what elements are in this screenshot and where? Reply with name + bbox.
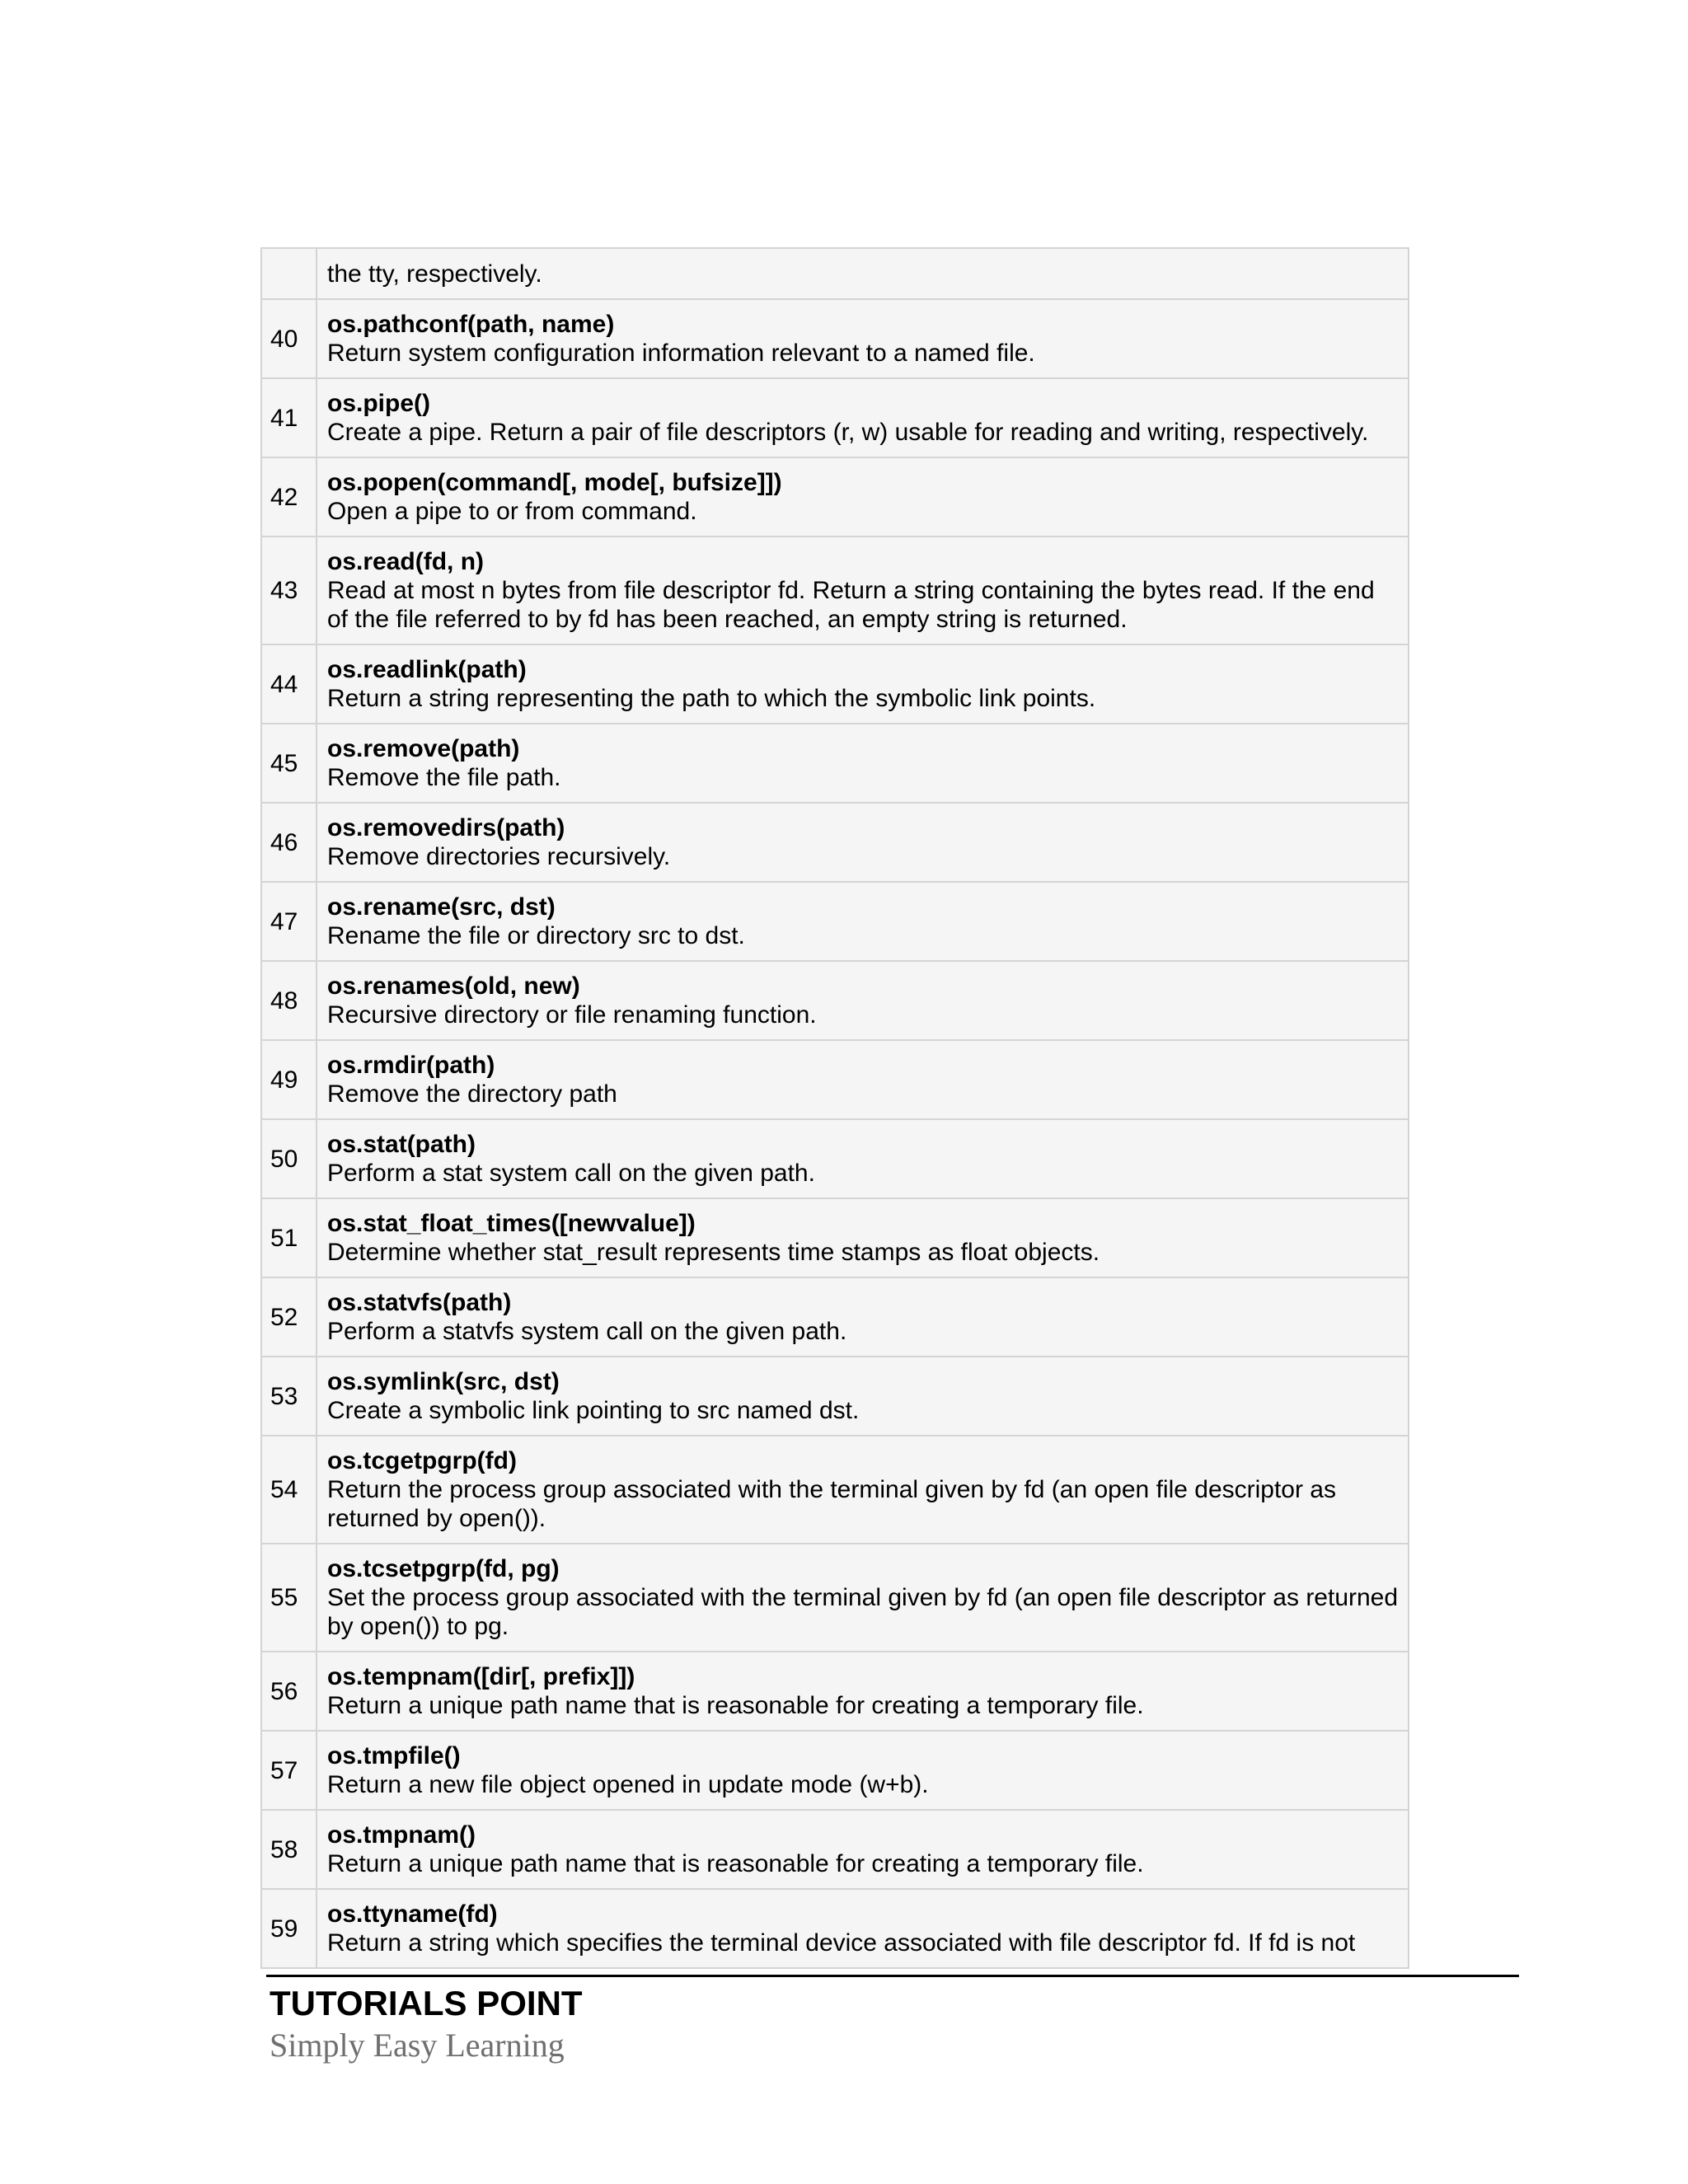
row-description-cell: [316, 1040, 1409, 1119]
method-description: Perform a statvfs system call on the given path.: [327, 1318, 847, 1345]
method-signature: os.statvfs(path): [327, 1289, 512, 1316]
row-description-cell: [316, 1889, 1409, 1968]
method-description: Rename the file or directory src to dst.: [327, 922, 745, 949]
row-description-cell: [316, 803, 1409, 882]
table-row: [261, 1436, 1409, 1544]
row-description-cell: [316, 457, 1409, 537]
method-description: Perform a stat system call on the given path.: [327, 1160, 815, 1187]
row-description-cell: [316, 1119, 1409, 1198]
method-description: Return system configuration information relevant to a named file.: [327, 340, 1035, 367]
method-signature: os.remove(path): [327, 735, 520, 762]
table-row: [261, 1731, 1409, 1810]
table-row: [261, 644, 1409, 724]
method-description: Read at most n bytes from file descriptor fd. Return a string containing the bytes read. If the end of the file referred to by fd has been reached, an empty string is returned.: [327, 577, 1375, 633]
row-description-cell: [316, 644, 1409, 724]
table-row: [261, 378, 1409, 457]
table-row: [261, 1810, 1409, 1889]
method-signature: os.rmdir(path): [327, 1052, 495, 1079]
row-number: 40: [261, 299, 316, 378]
os-methods-table: [260, 247, 1409, 1969]
row-description-cell: [316, 1436, 1409, 1544]
method-signature: os.stat(path): [327, 1131, 476, 1158]
row-number: 56: [261, 1652, 316, 1731]
method-signature: os.read(fd, n): [327, 548, 485, 575]
row-description-cell: [316, 248, 1409, 299]
method-description: Create a symbolic link pointing to src named dst.: [327, 1397, 860, 1424]
row-number: 51: [261, 1198, 316, 1277]
method-signature: os.removedirs(path): [327, 814, 565, 841]
row-number: 48: [261, 961, 316, 1040]
table-row: [261, 1040, 1409, 1119]
row-description-cell: [316, 882, 1409, 961]
table-row: [261, 1652, 1409, 1731]
method-description: Return the process group associated with the terminal given by fd (an open file descriptor as returned by open()).: [327, 1476, 1336, 1532]
table-row: [261, 1544, 1409, 1652]
row-description-cell: [316, 1277, 1409, 1357]
table-row: [261, 961, 1409, 1040]
table-row: [261, 803, 1409, 882]
method-signature: os.tempnam([dir[, prefix]]): [327, 1663, 635, 1690]
row-number: 49: [261, 1040, 316, 1119]
table-row: [261, 1198, 1409, 1277]
row-number: 41: [261, 378, 316, 457]
table-row: [261, 1357, 1409, 1436]
footer-divider: [266, 1975, 1519, 1977]
row-description-cell: [316, 378, 1409, 457]
method-signature: os.rename(src, dst): [327, 893, 556, 921]
method-description: Open a pipe to or from command.: [327, 498, 697, 525]
row-number: 54: [261, 1436, 316, 1544]
table-row-continuation: [261, 248, 1409, 299]
method-description: Determine whether stat_result represents time stamps as float objects.: [327, 1239, 1100, 1266]
method-description: Remove the file path.: [327, 764, 561, 791]
method-signature: os.tcgetpgrp(fd): [327, 1447, 517, 1474]
row-description-cell: [316, 537, 1409, 644]
row-number: 44: [261, 644, 316, 724]
table-row: [261, 457, 1409, 537]
table-row: [261, 1889, 1409, 1968]
footer-brand: TUTORIALS POINT: [270, 1984, 583, 2022]
method-signature: os.ttyname(fd): [327, 1900, 498, 1928]
method-description: Return a unique path name that is reasonable for creating a temporary file.: [327, 1692, 1144, 1719]
table-row: [261, 537, 1409, 644]
row-number: 57: [261, 1731, 316, 1810]
row-number: 59: [261, 1889, 316, 1968]
table-row: [261, 1119, 1409, 1198]
method-signature: os.tcsetpgrp(fd, pg): [327, 1555, 560, 1582]
table-row: [261, 1277, 1409, 1357]
row-description-cell: [316, 1198, 1409, 1277]
row-number: 52: [261, 1277, 316, 1357]
method-description: Return a string which specifies the terminal device associated with file descriptor fd. If fd is not: [327, 1929, 1356, 1957]
method-signature: os.pathconf(path, name): [327, 311, 615, 338]
row-description-cell: [316, 961, 1409, 1040]
table-row: [261, 299, 1409, 378]
row-description-cell: [316, 724, 1409, 803]
method-signature: os.tmpnam(): [327, 1821, 476, 1849]
row-description-cell: [316, 1810, 1409, 1889]
row-number: 43: [261, 537, 316, 644]
row-description-cell: [316, 1731, 1409, 1810]
row-description-cell: [316, 299, 1409, 378]
row-number: 50: [261, 1119, 316, 1198]
continuation-text: the tty, respectively.: [327, 260, 542, 288]
method-description: Create a pipe. Return a pair of file descriptors (r, w) usable for reading and writing, respectively.: [327, 419, 1369, 446]
table-body: [261, 248, 1409, 1968]
method-signature: os.pipe(): [327, 390, 430, 417]
method-signature: os.tmpfile(): [327, 1742, 461, 1769]
row-description-cell: [316, 1357, 1409, 1436]
row-number: 42: [261, 457, 316, 537]
table-row: [261, 882, 1409, 961]
row-number: 58: [261, 1810, 316, 1889]
method-description: Remove directories recursively.: [327, 843, 671, 870]
method-signature: os.renames(old, new): [327, 972, 580, 1000]
method-description: Remove the directory path: [327, 1080, 617, 1108]
method-description: Recursive directory or file renaming function.: [327, 1001, 817, 1029]
footer-tagline: Simply Easy Learning: [270, 2027, 565, 2064]
row-description-cell: [316, 1544, 1409, 1652]
method-signature: os.readlink(path): [327, 656, 527, 683]
method-signature: os.stat_float_times([newvalue]): [327, 1210, 696, 1237]
method-signature: os.popen(command[, mode[, bufsize]]): [327, 469, 782, 496]
row-number: 53: [261, 1357, 316, 1436]
method-description: Set the process group associated with the terminal given by fd (an open file descriptor as returned by open()) to pg.: [327, 1584, 1399, 1640]
row-number: 47: [261, 882, 316, 961]
method-description: Return a new file object opened in update mode (w+b).: [327, 1771, 929, 1798]
method-description: Return a string representing the path to which the symbolic link points.: [327, 685, 1096, 712]
row-number: 45: [261, 724, 316, 803]
row-description-cell: [316, 1652, 1409, 1731]
row-number-cell: [261, 248, 316, 299]
table-row: [261, 724, 1409, 803]
method-description: Return a unique path name that is reasonable for creating a temporary file.: [327, 1850, 1144, 1877]
row-number: 46: [261, 803, 316, 882]
row-number: 55: [261, 1544, 316, 1652]
method-signature: os.symlink(src, dst): [327, 1368, 560, 1395]
